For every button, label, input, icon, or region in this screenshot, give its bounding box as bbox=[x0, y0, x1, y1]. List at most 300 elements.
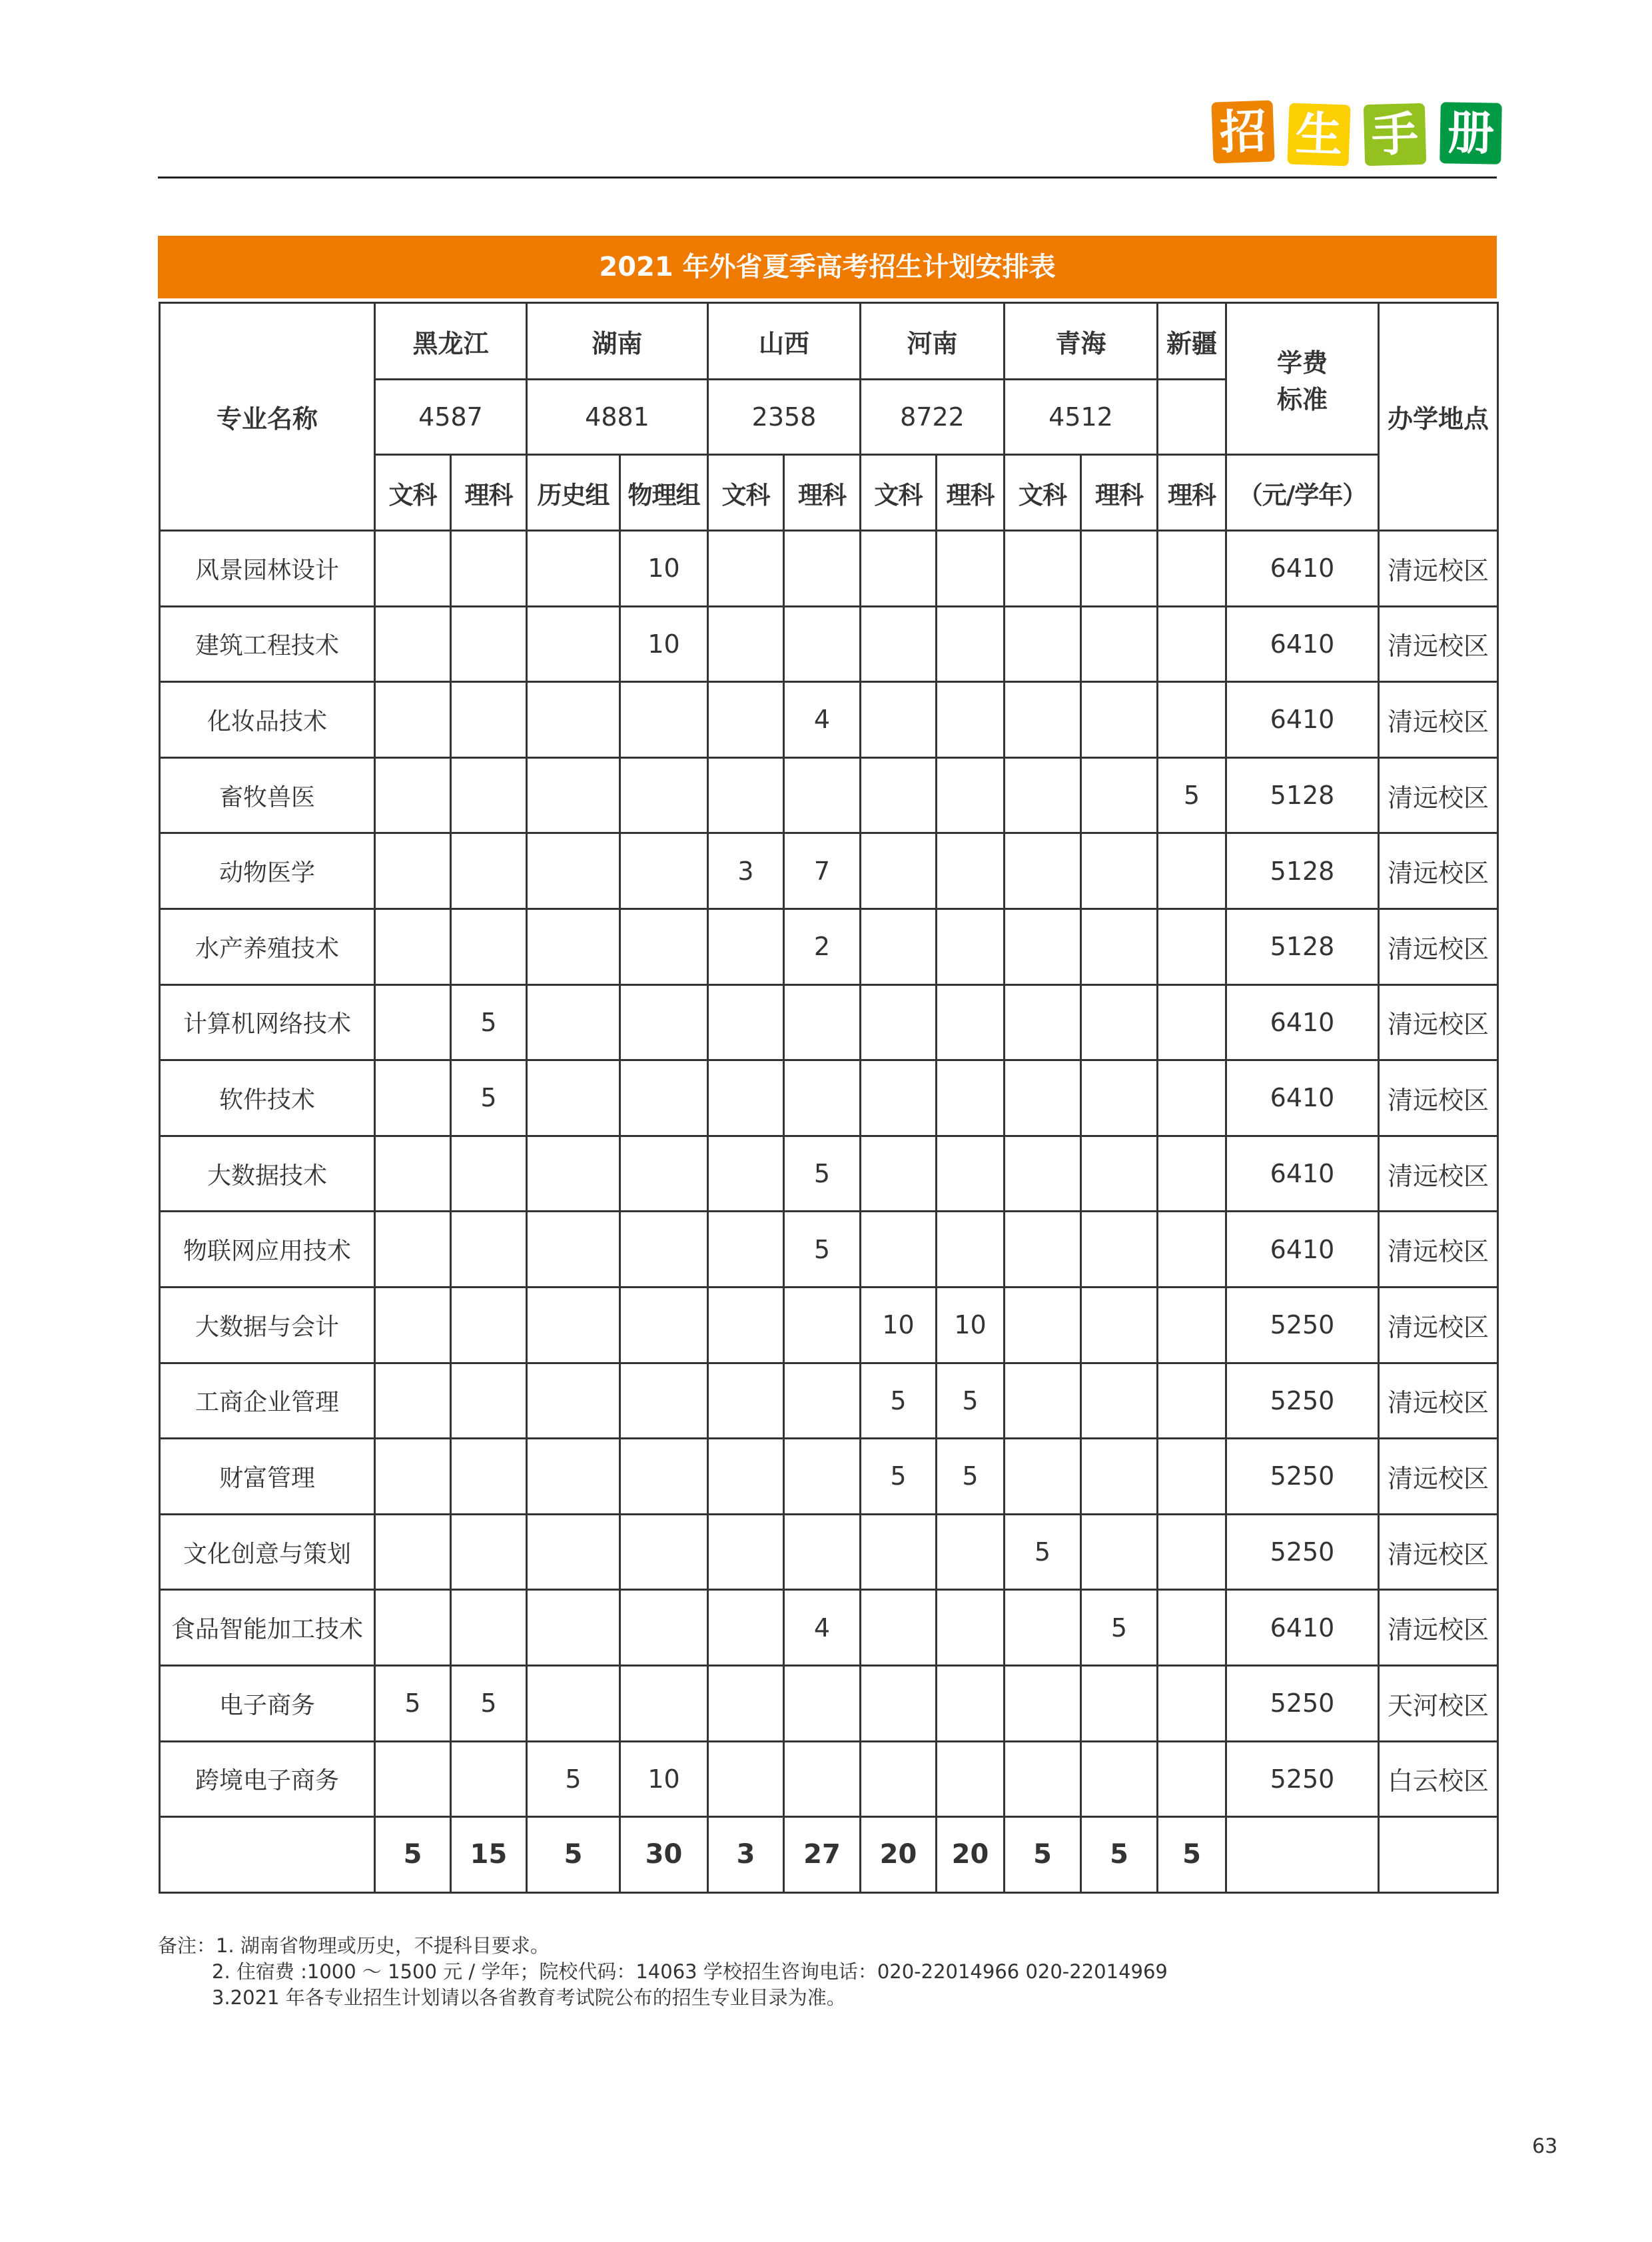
quota-cell bbox=[375, 1060, 451, 1136]
subject-header: 文科 bbox=[1005, 455, 1081, 531]
quota-cell bbox=[937, 1741, 1005, 1817]
quota-cell bbox=[937, 1212, 1005, 1288]
quota-cell bbox=[861, 909, 937, 984]
location-cell: 清远校区 bbox=[1379, 682, 1498, 758]
location-cell: 清远校区 bbox=[1379, 757, 1498, 833]
quota-cell: 10 bbox=[861, 1287, 937, 1363]
table-row bbox=[160, 757, 1498, 833]
header-major: 专业名称 bbox=[160, 303, 375, 531]
quota-cell bbox=[708, 1363, 784, 1439]
quota-cell bbox=[1005, 984, 1081, 1060]
major-name: 大数据技术 bbox=[160, 1136, 375, 1212]
location-cell: 清远校区 bbox=[1379, 1590, 1498, 1666]
logo-char-1: 招 bbox=[1211, 100, 1274, 163]
total-cell: 30 bbox=[620, 1817, 708, 1893]
table-row bbox=[160, 531, 1498, 607]
quota-cell bbox=[620, 1060, 708, 1136]
quota-cell bbox=[1158, 1665, 1226, 1741]
quota-cell bbox=[1005, 1439, 1081, 1515]
fee-cell: 5128 bbox=[1226, 833, 1379, 909]
note-line-2: 2. 住宿费 :1000 ～ 1500 元 / 学年；院校代码：14063 学校招生咨询电话：020-22014966 020-22014969 bbox=[212, 1960, 1168, 1983]
quota-cell bbox=[784, 1665, 861, 1741]
quota-cell bbox=[451, 1741, 527, 1817]
quota-cell bbox=[1081, 606, 1158, 682]
major-name: 财富管理 bbox=[160, 1439, 375, 1515]
location-cell: 清远校区 bbox=[1379, 984, 1498, 1060]
header-fee-unit: （元/学年） bbox=[1226, 455, 1379, 531]
quota-cell bbox=[527, 1212, 620, 1288]
subject-header: 理科 bbox=[937, 455, 1005, 531]
quota-cell bbox=[937, 1665, 1005, 1741]
quota-cell: 5 bbox=[1005, 1514, 1081, 1590]
quota-cell bbox=[1005, 1287, 1081, 1363]
quota-cell bbox=[861, 682, 937, 758]
quota-cell bbox=[1005, 1363, 1081, 1439]
table-row bbox=[160, 1665, 1498, 1741]
quota-cell: 5 bbox=[937, 1363, 1005, 1439]
quota-cell bbox=[527, 531, 620, 607]
table-row bbox=[160, 909, 1498, 984]
logo-char-2: 生 bbox=[1287, 103, 1350, 166]
table-row bbox=[160, 1741, 1498, 1817]
table-row bbox=[160, 833, 1498, 909]
quota-cell: 5 bbox=[937, 1439, 1005, 1515]
fee-cell: 6410 bbox=[1226, 1212, 1379, 1288]
major-name: 风景园林设计 bbox=[160, 531, 375, 607]
major-name: 动物医学 bbox=[160, 833, 375, 909]
quota-cell bbox=[708, 1514, 784, 1590]
quota-cell bbox=[784, 1514, 861, 1590]
header-province-shanxi: 山西 bbox=[708, 303, 861, 380]
major-name: 食品智能加工技术 bbox=[160, 1590, 375, 1666]
quota-cell bbox=[1081, 1363, 1158, 1439]
subject-header: 物理组 bbox=[620, 455, 708, 531]
quota-cell bbox=[620, 682, 708, 758]
location-cell: 清远校区 bbox=[1379, 833, 1498, 909]
quota-cell bbox=[620, 1590, 708, 1666]
location-cell: 清远校区 bbox=[1379, 1212, 1498, 1288]
quota-cell bbox=[937, 1060, 1005, 1136]
quota-cell bbox=[375, 531, 451, 607]
quota-cell: 10 bbox=[620, 606, 708, 682]
quota-cell bbox=[620, 1439, 708, 1515]
quota-cell: 2 bbox=[784, 909, 861, 984]
quota-cell bbox=[375, 1287, 451, 1363]
quota-cell: 5 bbox=[861, 1439, 937, 1515]
quota-cell bbox=[708, 1439, 784, 1515]
fee-cell: 5128 bbox=[1226, 757, 1379, 833]
province-code: 4881 bbox=[527, 380, 708, 455]
quota-cell bbox=[708, 682, 784, 758]
quota-cell bbox=[375, 682, 451, 758]
table-row bbox=[160, 1287, 1498, 1363]
quota-cell bbox=[708, 1060, 784, 1136]
quota-cell bbox=[1158, 1136, 1226, 1212]
quota-cell bbox=[861, 1060, 937, 1136]
quota-cell bbox=[527, 606, 620, 682]
quota-cell bbox=[527, 1363, 620, 1439]
total-cell: 3 bbox=[708, 1817, 784, 1893]
major-name: 水产养殖技术 bbox=[160, 909, 375, 984]
quota-cell bbox=[451, 1439, 527, 1515]
quota-cell bbox=[861, 1590, 937, 1666]
province-code: 8722 bbox=[861, 380, 1005, 455]
quota-cell bbox=[784, 984, 861, 1060]
subject-header: 历史组 bbox=[527, 455, 620, 531]
major-name: 电子商务 bbox=[160, 1665, 375, 1741]
empty-cell bbox=[1379, 1817, 1498, 1893]
quota-cell bbox=[1005, 833, 1081, 909]
quota-cell: 5 bbox=[1158, 757, 1226, 833]
total-cell: 15 bbox=[451, 1817, 527, 1893]
quota-cell bbox=[708, 531, 784, 607]
header-fee-line2: 标准 bbox=[1276, 384, 1328, 414]
quota-cell bbox=[784, 1060, 861, 1136]
location-cell: 清远校区 bbox=[1379, 606, 1498, 682]
quota-cell bbox=[937, 1514, 1005, 1590]
quota-cell bbox=[620, 1287, 708, 1363]
quota-cell bbox=[1081, 757, 1158, 833]
quota-cell bbox=[451, 1136, 527, 1212]
table-row bbox=[160, 1514, 1498, 1590]
quota-cell: 5 bbox=[451, 984, 527, 1060]
header-province-qinghai: 青海 bbox=[1005, 303, 1158, 380]
quota-cell bbox=[708, 757, 784, 833]
province-code: 2358 bbox=[708, 380, 861, 455]
province-code bbox=[1158, 380, 1226, 455]
location-cell: 天河校区 bbox=[1379, 1665, 1498, 1741]
major-name: 文化创意与策划 bbox=[160, 1514, 375, 1590]
empty-cell bbox=[1226, 1817, 1379, 1893]
major-name: 计算机网络技术 bbox=[160, 984, 375, 1060]
major-name: 畜牧兽医 bbox=[160, 757, 375, 833]
quota-cell bbox=[1081, 1287, 1158, 1363]
quota-cell bbox=[375, 1136, 451, 1212]
quota-cell bbox=[451, 606, 527, 682]
quota-cell bbox=[1081, 1665, 1158, 1741]
fee-cell: 5128 bbox=[1226, 909, 1379, 984]
quota-cell bbox=[861, 833, 937, 909]
quota-cell bbox=[1081, 531, 1158, 607]
quota-cell bbox=[1081, 1212, 1158, 1288]
major-name: 软件技术 bbox=[160, 1060, 375, 1136]
subject-header: 理科 bbox=[1081, 455, 1158, 531]
quota-cell bbox=[708, 1136, 784, 1212]
major-name: 化妆品技术 bbox=[160, 682, 375, 758]
location-cell: 白云校区 bbox=[1379, 1741, 1498, 1817]
quota-cell bbox=[375, 1741, 451, 1817]
quota-cell bbox=[451, 1363, 527, 1439]
note-line-1: 备注：1. 湖南省物理或历史，不提科目要求。 bbox=[158, 1934, 550, 1957]
province-code: 4587 bbox=[375, 380, 527, 455]
total-cell: 5 bbox=[1158, 1817, 1226, 1893]
fee-cell: 6410 bbox=[1226, 984, 1379, 1060]
quota-cell: 5 bbox=[784, 1136, 861, 1212]
quota-cell bbox=[1081, 909, 1158, 984]
quota-cell bbox=[1158, 909, 1226, 984]
total-cell: 20 bbox=[937, 1817, 1005, 1893]
subject-header: 文科 bbox=[375, 455, 451, 531]
quota-cell bbox=[620, 757, 708, 833]
brochure-logo bbox=[1212, 101, 1501, 171]
quota-cell bbox=[375, 833, 451, 909]
quota-cell bbox=[375, 757, 451, 833]
quota-cell bbox=[1158, 1212, 1226, 1288]
quota-cell bbox=[1158, 1363, 1226, 1439]
empty-cell bbox=[160, 1817, 375, 1893]
enrollment-plan-table bbox=[159, 302, 1499, 1894]
fee-cell: 6410 bbox=[1226, 1136, 1379, 1212]
quota-cell: 5 bbox=[451, 1060, 527, 1136]
location-cell: 清远校区 bbox=[1379, 1514, 1498, 1590]
header-fee bbox=[1226, 303, 1379, 455]
quota-cell: 7 bbox=[784, 833, 861, 909]
major-name: 大数据与会计 bbox=[160, 1287, 375, 1363]
table-row bbox=[160, 606, 1498, 682]
quota-cell: 5 bbox=[784, 1212, 861, 1288]
quota-cell bbox=[861, 1741, 937, 1817]
quota-cell bbox=[375, 909, 451, 984]
quota-cell bbox=[1005, 1212, 1081, 1288]
quota-cell bbox=[451, 757, 527, 833]
quota-cell: 10 bbox=[620, 531, 708, 607]
header-fee-line1: 学费 bbox=[1276, 348, 1328, 378]
quota-cell bbox=[1158, 531, 1226, 607]
quota-cell: 3 bbox=[708, 833, 784, 909]
quota-cell bbox=[1005, 1060, 1081, 1136]
subject-header: 理科 bbox=[1158, 455, 1226, 531]
fee-cell: 5250 bbox=[1226, 1514, 1379, 1590]
quota-cell bbox=[937, 984, 1005, 1060]
quota-cell bbox=[451, 531, 527, 607]
quota-cell: 10 bbox=[620, 1741, 708, 1817]
quota-cell bbox=[708, 909, 784, 984]
quota-cell bbox=[527, 833, 620, 909]
table-row bbox=[160, 1439, 1498, 1515]
quota-cell bbox=[620, 1363, 708, 1439]
quota-cell bbox=[527, 1136, 620, 1212]
quota-cell bbox=[937, 757, 1005, 833]
header-province-henan: 河南 bbox=[861, 303, 1005, 380]
quota-cell bbox=[1081, 984, 1158, 1060]
quota-cell bbox=[708, 606, 784, 682]
header-location: 办学地点 bbox=[1379, 303, 1498, 531]
subject-header: 文科 bbox=[708, 455, 784, 531]
quota-cell bbox=[861, 984, 937, 1060]
quota-cell bbox=[1081, 1060, 1158, 1136]
quota-cell bbox=[708, 984, 784, 1060]
total-cell: 5 bbox=[527, 1817, 620, 1893]
quota-cell bbox=[527, 909, 620, 984]
table-title: 2021 年外省夏季高考招生计划安排表 bbox=[158, 236, 1497, 298]
quota-cell bbox=[451, 1212, 527, 1288]
quota-cell bbox=[527, 1287, 620, 1363]
quota-cell bbox=[861, 1665, 937, 1741]
quota-cell bbox=[620, 984, 708, 1060]
quota-cell bbox=[1005, 531, 1081, 607]
quota-cell bbox=[1158, 1590, 1226, 1666]
header-rule bbox=[158, 177, 1497, 179]
quota-cell bbox=[861, 531, 937, 607]
quota-cell bbox=[784, 1741, 861, 1817]
quota-cell bbox=[861, 1136, 937, 1212]
quota-cell bbox=[1081, 682, 1158, 758]
major-name: 工商企业管理 bbox=[160, 1363, 375, 1439]
major-name: 物联网应用技术 bbox=[160, 1212, 375, 1288]
notes bbox=[158, 1933, 1168, 2011]
logo-char-3: 手 bbox=[1364, 103, 1426, 166]
quota-cell bbox=[861, 757, 937, 833]
quota-cell bbox=[937, 909, 1005, 984]
table-row bbox=[160, 1363, 1498, 1439]
total-cell: 27 bbox=[784, 1817, 861, 1893]
quota-cell bbox=[527, 757, 620, 833]
quota-cell bbox=[708, 1665, 784, 1741]
quota-cell bbox=[527, 984, 620, 1060]
location-cell: 清远校区 bbox=[1379, 1136, 1498, 1212]
quota-cell bbox=[620, 1136, 708, 1212]
location-cell: 清远校区 bbox=[1379, 1363, 1498, 1439]
quota-cell bbox=[708, 1590, 784, 1666]
quota-cell bbox=[1158, 984, 1226, 1060]
quota-cell bbox=[620, 1514, 708, 1590]
fee-cell: 6410 bbox=[1226, 531, 1379, 607]
location-cell: 清远校区 bbox=[1379, 1287, 1498, 1363]
quota-cell bbox=[1081, 833, 1158, 909]
quota-cell bbox=[451, 1514, 527, 1590]
quota-cell bbox=[527, 1439, 620, 1515]
page-number: 63 bbox=[1532, 2135, 1558, 2158]
quota-cell bbox=[1005, 1590, 1081, 1666]
quota-cell bbox=[1158, 1439, 1226, 1515]
location-cell: 清远校区 bbox=[1379, 909, 1498, 984]
quota-cell bbox=[375, 606, 451, 682]
quota-cell bbox=[527, 1514, 620, 1590]
quota-cell bbox=[937, 1590, 1005, 1666]
quota-cell bbox=[527, 1060, 620, 1136]
quota-cell bbox=[1005, 1741, 1081, 1817]
quota-cell bbox=[784, 1287, 861, 1363]
quota-cell bbox=[527, 682, 620, 758]
fee-cell: 5250 bbox=[1226, 1741, 1379, 1817]
fee-cell: 6410 bbox=[1226, 1590, 1379, 1666]
total-cell: 5 bbox=[375, 1817, 451, 1893]
totals-row bbox=[160, 1817, 1498, 1893]
quota-cell bbox=[1158, 1287, 1226, 1363]
table-row bbox=[160, 1136, 1498, 1212]
quota-cell bbox=[375, 1212, 451, 1288]
quota-cell: 4 bbox=[784, 1590, 861, 1666]
quota-cell: 5 bbox=[527, 1741, 620, 1817]
quota-cell bbox=[375, 984, 451, 1060]
quota-cell bbox=[527, 1665, 620, 1741]
location-cell: 清远校区 bbox=[1379, 1439, 1498, 1515]
quota-cell bbox=[451, 682, 527, 758]
quota-cell bbox=[1158, 1060, 1226, 1136]
quota-cell bbox=[1158, 833, 1226, 909]
table-row bbox=[160, 1212, 1498, 1288]
major-name: 跨境电子商务 bbox=[160, 1741, 375, 1817]
table-row bbox=[160, 1060, 1498, 1136]
quota-cell bbox=[451, 1590, 527, 1666]
table-row bbox=[160, 682, 1498, 758]
header-province-heilongjiang: 黑龙江 bbox=[375, 303, 527, 380]
fee-cell: 5250 bbox=[1226, 1363, 1379, 1439]
subject-header: 文科 bbox=[861, 455, 937, 531]
quota-cell bbox=[620, 1665, 708, 1741]
quota-cell bbox=[1081, 1439, 1158, 1515]
subject-header: 理科 bbox=[451, 455, 527, 531]
quota-cell bbox=[937, 833, 1005, 909]
quota-cell bbox=[375, 1514, 451, 1590]
quota-cell bbox=[1158, 606, 1226, 682]
total-cell: 5 bbox=[1081, 1817, 1158, 1893]
quota-cell bbox=[620, 833, 708, 909]
table-row bbox=[160, 1590, 1498, 1666]
quota-cell bbox=[861, 1212, 937, 1288]
quota-cell bbox=[708, 1287, 784, 1363]
quota-cell bbox=[937, 682, 1005, 758]
fee-cell: 6410 bbox=[1226, 682, 1379, 758]
quota-cell: 10 bbox=[937, 1287, 1005, 1363]
quota-cell bbox=[784, 757, 861, 833]
fee-cell: 5250 bbox=[1226, 1439, 1379, 1515]
location-cell: 清远校区 bbox=[1379, 1060, 1498, 1136]
quota-cell bbox=[784, 1439, 861, 1515]
quota-cell: 4 bbox=[784, 682, 861, 758]
quota-cell bbox=[784, 531, 861, 607]
quota-cell bbox=[527, 1590, 620, 1666]
fee-cell: 5250 bbox=[1226, 1665, 1379, 1741]
fee-cell: 5250 bbox=[1226, 1287, 1379, 1363]
header-province-hunan: 湖南 bbox=[527, 303, 708, 380]
fee-cell: 6410 bbox=[1226, 606, 1379, 682]
quota-cell bbox=[375, 1590, 451, 1666]
header-province-xinjiang: 新疆 bbox=[1158, 303, 1226, 380]
quota-cell bbox=[784, 1363, 861, 1439]
quota-cell bbox=[1158, 1741, 1226, 1817]
quota-cell bbox=[375, 1363, 451, 1439]
quota-cell bbox=[1005, 1665, 1081, 1741]
quota-cell bbox=[1005, 606, 1081, 682]
quota-cell bbox=[1081, 1136, 1158, 1212]
quota-cell bbox=[451, 909, 527, 984]
quota-cell bbox=[620, 1212, 708, 1288]
table-row bbox=[160, 984, 1498, 1060]
quota-cell bbox=[708, 1212, 784, 1288]
province-code: 4512 bbox=[1005, 380, 1158, 455]
major-name: 建筑工程技术 bbox=[160, 606, 375, 682]
quota-cell bbox=[1005, 909, 1081, 984]
quota-cell bbox=[708, 1741, 784, 1817]
quota-cell bbox=[1158, 1514, 1226, 1590]
quota-cell: 5 bbox=[1081, 1590, 1158, 1666]
quota-cell bbox=[620, 909, 708, 984]
quota-cell bbox=[1005, 682, 1081, 758]
quota-cell bbox=[1081, 1741, 1158, 1817]
quota-cell bbox=[784, 606, 861, 682]
quota-cell bbox=[1081, 1514, 1158, 1590]
quota-cell: 5 bbox=[451, 1665, 527, 1741]
subject-header: 理科 bbox=[784, 455, 861, 531]
quota-cell bbox=[375, 1439, 451, 1515]
quota-cell bbox=[937, 606, 1005, 682]
quota-cell bbox=[937, 531, 1005, 607]
quota-cell: 5 bbox=[375, 1665, 451, 1741]
total-cell: 20 bbox=[861, 1817, 937, 1893]
note-line-3: 3.2021 年各专业招生计划请以各省教育考试院公布的招生专业目录为准。 bbox=[212, 1986, 846, 2009]
quota-cell bbox=[1158, 682, 1226, 758]
